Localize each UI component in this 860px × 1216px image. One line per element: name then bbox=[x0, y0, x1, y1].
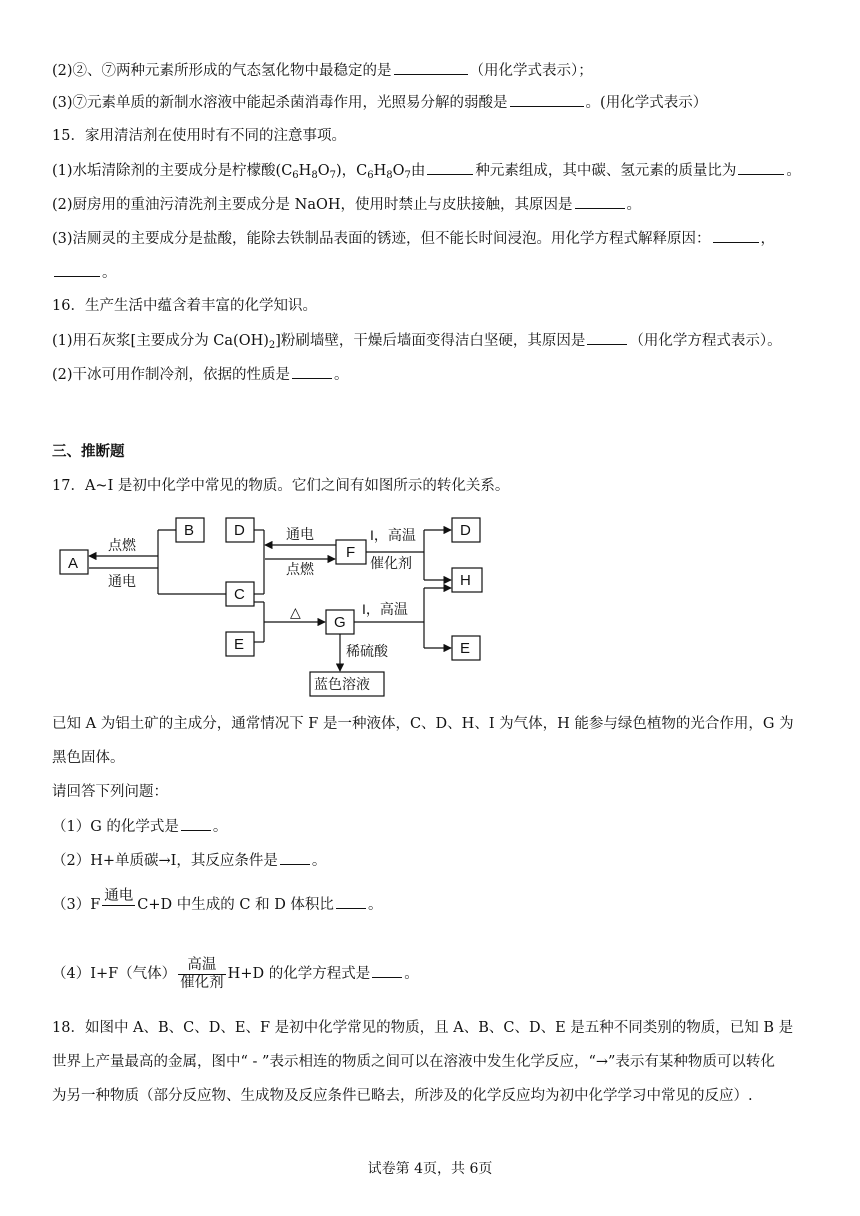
cond-I-high-temp: I，高温 bbox=[370, 527, 416, 543]
cond-tongdian2: 通电 bbox=[286, 526, 314, 542]
label-blue-solution: 蓝色溶液 bbox=[314, 676, 370, 692]
q17-sub1: （1）G 的化学式是 。 bbox=[52, 816, 227, 837]
answer-blank[interactable] bbox=[372, 963, 402, 978]
q15-part1: (1)水垢清除剂的主要成分是柠檬酸$(C_6H_8O_7)$，$C_6H_8O_7$由 种元素组成，其中碳、氢元素的质量比为 。 bbox=[52, 160, 801, 186]
q17-sub2: （2）H+单质碳→I，其反应条件是 。 bbox=[52, 850, 326, 871]
q15-part3: (3)洁厕灵的主要成分是盐酸，能除去铁制品表面的锈迹，但不能长时间浸泡。用化学方程式解释原因： ， bbox=[52, 228, 775, 249]
answer-blank[interactable] bbox=[738, 160, 784, 175]
answer-blank[interactable] bbox=[510, 92, 584, 107]
label-A: A bbox=[68, 555, 79, 572]
reaction-diagram bbox=[58, 510, 498, 700]
q15-part2: (2)厨房用的重油污清洗剂主要成分是 NaOH，使用时禁止与皮肤接触，其原因是 。 bbox=[52, 194, 641, 215]
label-G: G bbox=[334, 614, 346, 631]
q16-title: 16．生产生活中蕴含着丰富的化学知识。 bbox=[52, 298, 317, 314]
cond-dilute-sulfuric: 稀硫酸 bbox=[346, 643, 388, 659]
cond-heat: △ bbox=[290, 604, 301, 620]
label-C: C bbox=[234, 586, 245, 603]
label-B: B bbox=[184, 522, 195, 539]
q17-title: 17．A~I 是初中化学中常见的物质。它们之间有如图所示的转化关系。 bbox=[52, 478, 510, 494]
q18-line2: 世界上产量最高的金属，图中“ - ”表示相连的物质之间可以在溶液中发生化学反应，“→”表示有某种物质可以转化 bbox=[52, 1054, 775, 1070]
q17-known-line1: 已知 A 为铝土矿的主成分，通常情况下 F 是一种液体，C、D、H、I 为气体，H 能参与绿色植物的光合作用，G 为 bbox=[52, 716, 794, 732]
label-F: F bbox=[346, 544, 356, 561]
answer-blank[interactable] bbox=[713, 228, 759, 243]
answer-blank[interactable] bbox=[292, 364, 332, 379]
q17-sub4: （4）I+F（气体） 高温 催化剂 H+D 的化学方程式是 。 bbox=[52, 956, 419, 991]
answer-blank[interactable] bbox=[394, 60, 468, 75]
cond-tongdian: 通电 bbox=[108, 573, 136, 589]
label-E2: E bbox=[460, 640, 471, 657]
q18-line1: 18．如图中 A、B、C、D、E、F 是初中化学常见的物质，且 A、B、C、D、E 是五种不同类别的物质，已知 B 是 bbox=[52, 1020, 794, 1036]
answer-blank[interactable] bbox=[575, 194, 625, 209]
condition-stack: 通电 bbox=[104, 888, 134, 904]
cond-dianran2: 点燃 bbox=[286, 561, 314, 577]
q16-part2: (2)干冰可用作制冷剂，依据的性质是 。 bbox=[52, 364, 349, 385]
q14-part3: (3)⑦元素单质的新制水溶液中能起杀菌消毒作用，光照易分解的弱酸是 。(用化学式表示） bbox=[52, 92, 707, 113]
answer-blank[interactable] bbox=[427, 160, 473, 175]
label-D2: D bbox=[460, 522, 471, 539]
q15-part3-cont: 。 bbox=[52, 262, 117, 283]
cond-catalyst: 催化剂 bbox=[370, 555, 412, 571]
q17-known-line2: 黑色固体。 bbox=[52, 750, 125, 766]
section-heading: 三、推断题 bbox=[52, 443, 125, 460]
page-footer: 试卷第 4页，共 6页 bbox=[367, 1161, 493, 1177]
answer-blank[interactable] bbox=[587, 330, 627, 345]
condition-stack: 高温 催化剂 bbox=[180, 956, 224, 991]
q16-part1: (1)用石灰浆[主要成分为 $Ca(OH)_2$]粉刷墙壁，干燥后墙面变得洁白坚硬，其原因是 （用化学方程式表示）。 bbox=[52, 330, 782, 356]
label-D: D bbox=[234, 522, 245, 539]
q18-line3: 为另一种物质（部分反应物、生成物及反应条件已略去，所涉及的化学反应均为初中化学学习中常见的反应）. bbox=[52, 1088, 753, 1104]
q17-ask: 请回答下列问题： bbox=[52, 784, 168, 800]
answer-blank[interactable] bbox=[280, 850, 310, 865]
label-E: E bbox=[234, 636, 245, 653]
answer-blank[interactable] bbox=[181, 816, 211, 831]
cond-dianran: 点燃 bbox=[108, 537, 136, 553]
answer-blank[interactable] bbox=[336, 894, 366, 909]
q17-sub3: （3）F 通电 C+D 中生成的 C 和 D 体积比 。 bbox=[52, 888, 383, 913]
q15-title: 15．家用清洁剂在使用时有不同的注意事项。 bbox=[52, 128, 346, 144]
q14-part2: (2)②、⑦两种元素所形成的气态氢化物中最稳定的是 （用化学式表示）； bbox=[52, 60, 593, 81]
answer-blank[interactable] bbox=[54, 262, 100, 277]
cond-I-high-temp2: I，高温 bbox=[362, 601, 408, 617]
label-H: H bbox=[460, 572, 471, 589]
